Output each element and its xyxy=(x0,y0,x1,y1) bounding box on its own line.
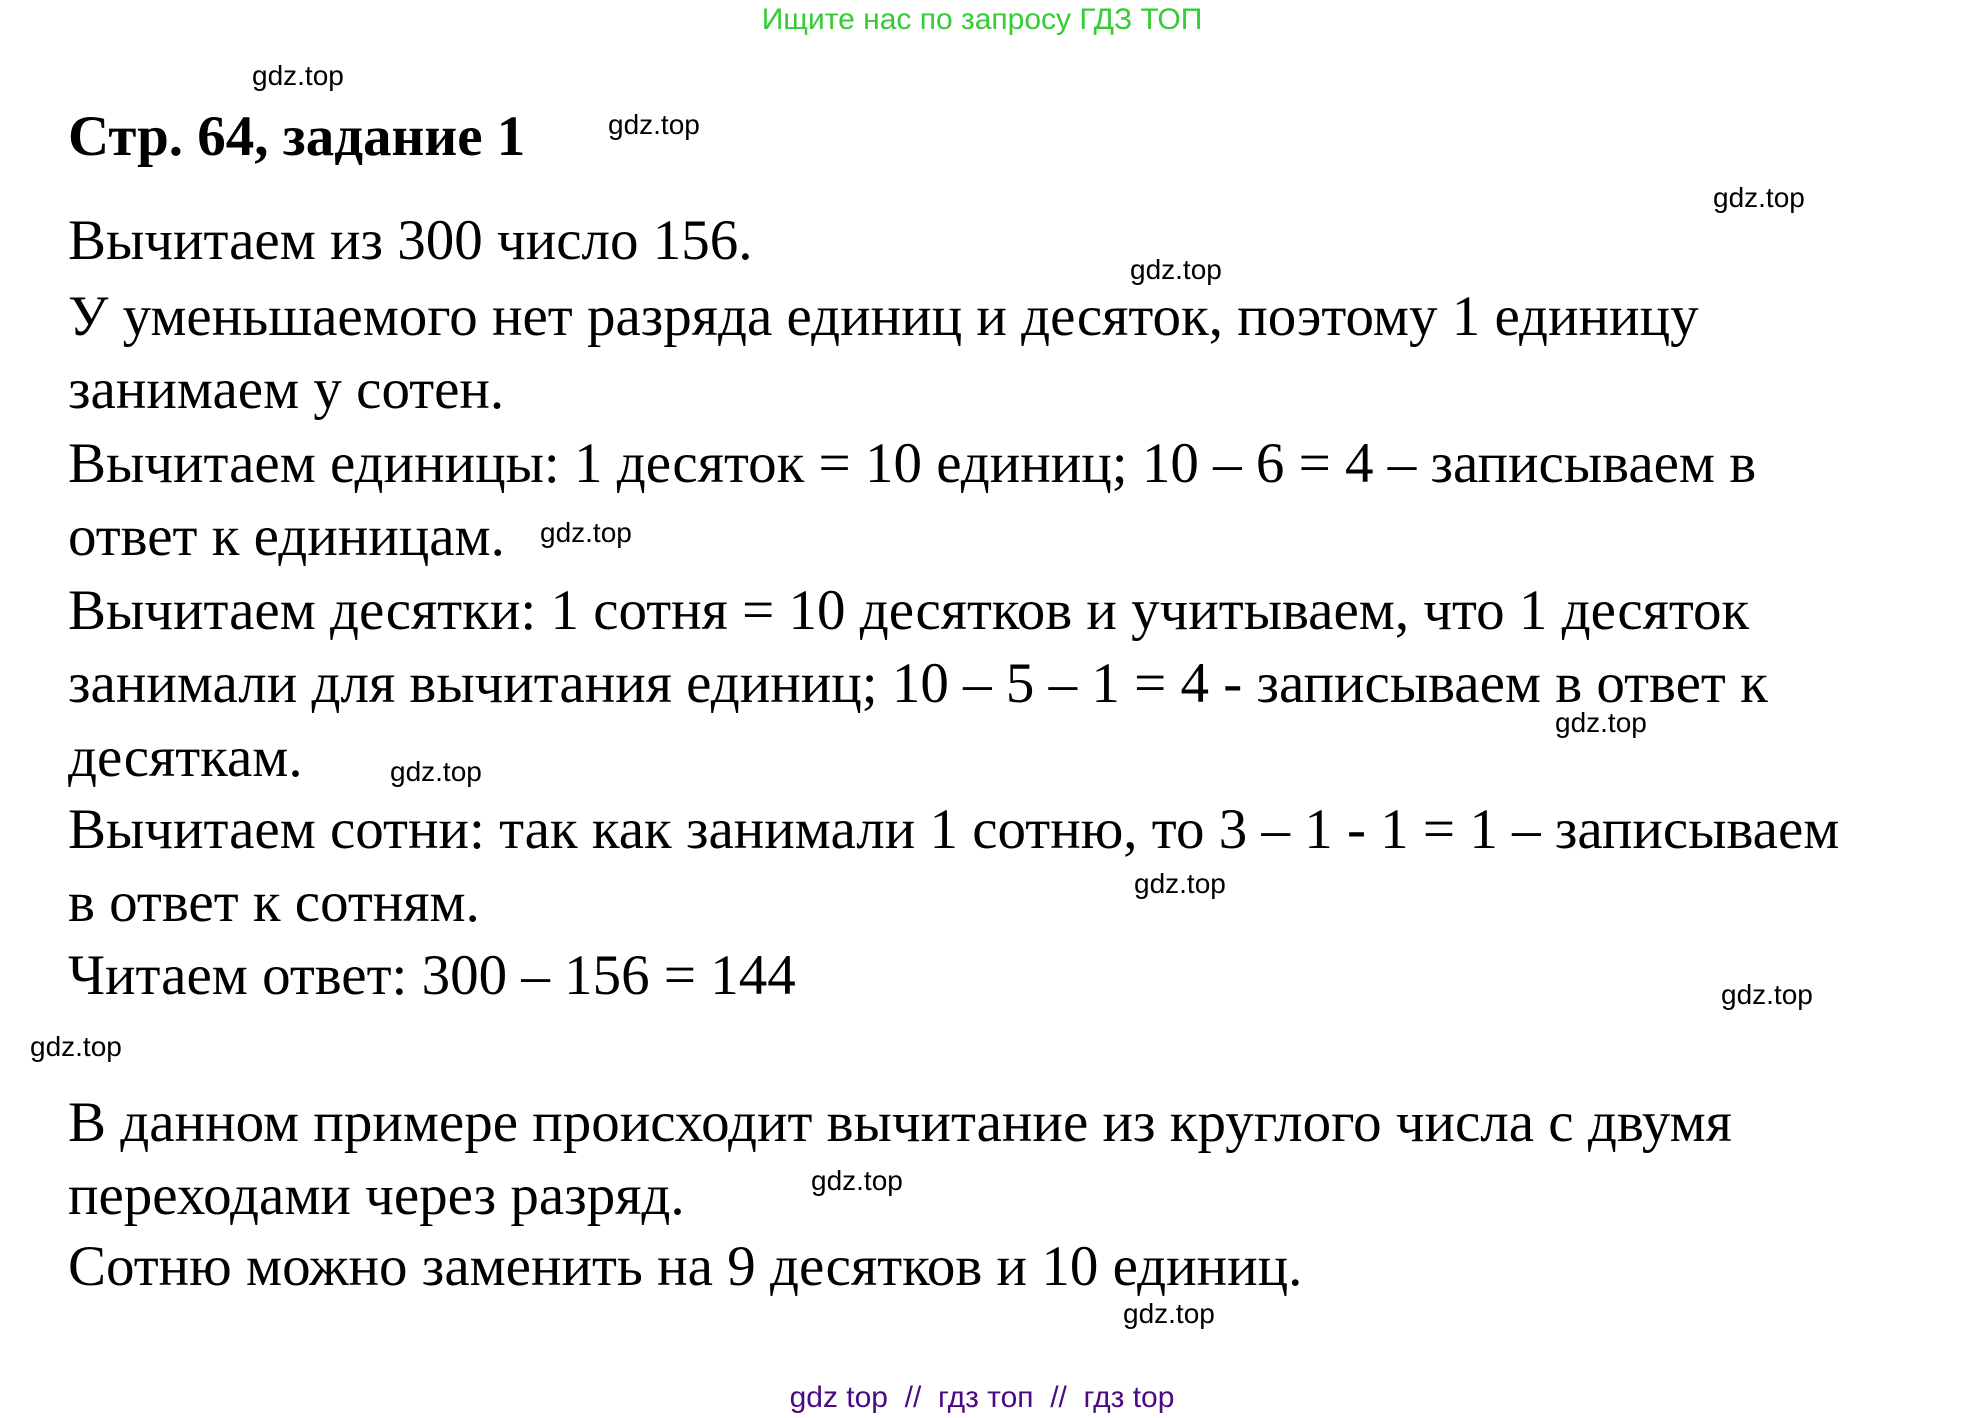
watermark: gdz.top xyxy=(1123,1298,1215,1329)
watermark: gdz.top xyxy=(1713,182,1805,213)
watermark: gdz.top xyxy=(811,1165,903,1196)
text-line: ответ к единицам. xyxy=(68,505,505,568)
answer-line: Читаем ответ: 300 – 156 = 144 xyxy=(68,944,796,1007)
watermark: gdz.top xyxy=(1555,707,1647,738)
text-line: занимали для вычитания единиц; 10 – 5 – 1 = 4 - записываем в ответ к xyxy=(68,652,1768,715)
page-title: Стр. 64, задание 1 xyxy=(68,105,526,168)
text-line: Вычитаем сотни: так как занимали 1 сотню, то 3 – 1 - 1 = 1 – записываем xyxy=(68,798,1840,861)
top-banner: Ищите нас по запросу ГДЗ ТОП xyxy=(761,3,1203,36)
text-line: Вычитаем десятки: 1 сотня = 10 десятков и учитываем, что 1 десяток xyxy=(68,579,1750,642)
text-line: В данном примере происходит вычитание из круглого числа с двумя xyxy=(68,1091,1732,1154)
watermark: gdz.top xyxy=(390,756,482,787)
watermark: gdz.top xyxy=(1721,979,1813,1010)
watermark: gdz.top xyxy=(252,60,344,91)
watermark: gdz.top xyxy=(608,109,700,140)
watermark: gdz.top xyxy=(1130,254,1222,285)
watermark: gdz.top xyxy=(30,1031,122,1062)
bottom-banner: gdz top // гдз топ // гдз top xyxy=(789,1381,1175,1414)
text-line: Вычитаем из 300 число 156. xyxy=(68,209,753,272)
text-line: Вычитаем единицы: 1 десяток = 10 единиц; 10 – 6 = 4 – записываем в xyxy=(68,432,1757,495)
text-line: Сотню можно заменить на 9 десятков и 10 единиц. xyxy=(68,1235,1303,1298)
text-line: в ответ к сотням. xyxy=(68,871,480,934)
text-line: десяткам. xyxy=(68,726,303,789)
text-line: занимаем у сотен. xyxy=(68,358,505,421)
text-line: У уменьшаемого нет разряда единиц и десяток, поэтому 1 единицу xyxy=(68,285,1699,348)
watermark: gdz.top xyxy=(540,517,632,548)
watermark: gdz.top xyxy=(1134,868,1226,899)
text-line: переходами через разряд. xyxy=(68,1164,685,1227)
